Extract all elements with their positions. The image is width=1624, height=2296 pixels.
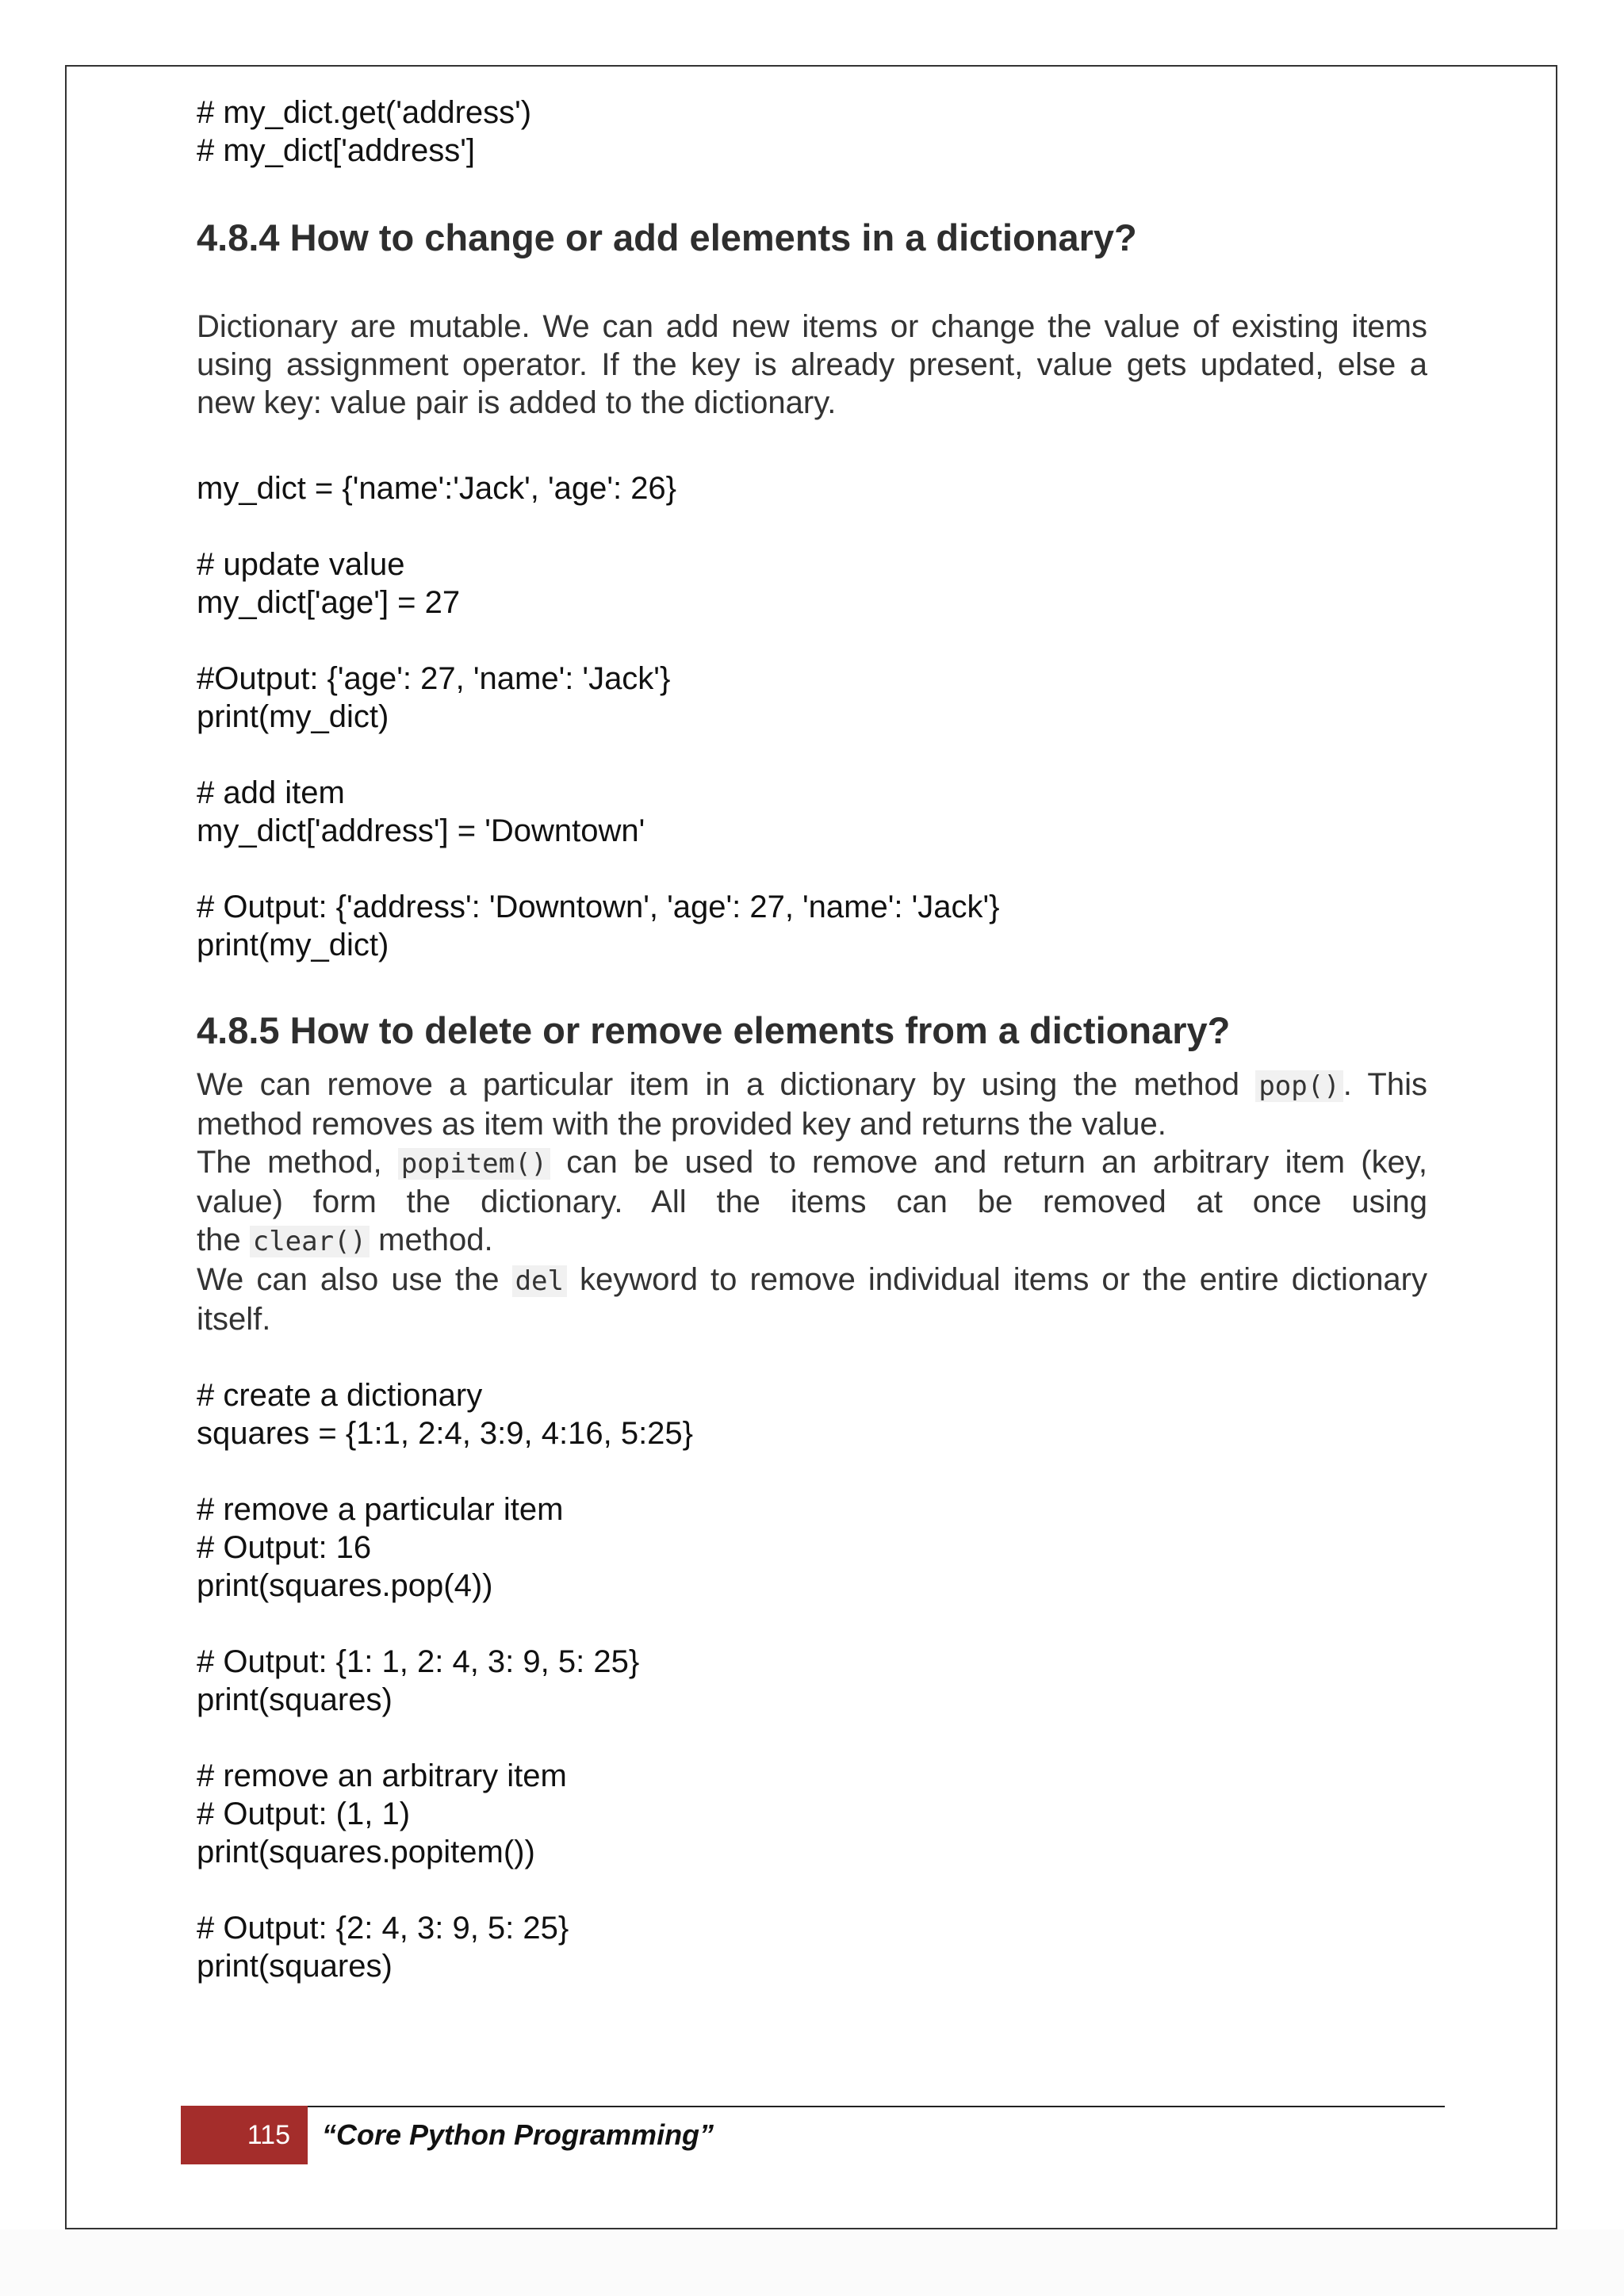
code-block: [197, 660, 1427, 736]
code-line: # update value: [197, 547, 405, 582]
code-block: [197, 469, 1427, 507]
code-block: [197, 1376, 1427, 1452]
inline-code-popitem: popitem(): [398, 1148, 550, 1180]
paragraph-line: Dictionary are mutable. We can add new items or change the value of existing items: [197, 309, 1427, 344]
code-block: [197, 888, 1427, 964]
paragraph-line: the clear() method.: [197, 1223, 493, 1257]
page-content: [197, 94, 1427, 1985]
paragraph-line: method removes as item with the provided key and returns the value.: [197, 1107, 1166, 1142]
inline-code-pop: pop(): [1255, 1070, 1342, 1102]
code-block: [197, 1643, 1427, 1719]
code-line: squares = {1:1, 2:4, 3:9, 4:16, 5:25}: [197, 1416, 694, 1451]
paragraph-line: The method, popitem() can be used to remove and return an arbitrary item (key,: [197, 1145, 1428, 1180]
code-line: #Output: {'age': 27, 'name': 'Jack'}: [197, 661, 671, 696]
code-line: # Output: (1, 1): [197, 1797, 411, 1831]
code-line: print(my_dict): [197, 699, 389, 734]
code-line: # Output: {1: 1, 2: 4, 3: 9, 5: 25}: [197, 1644, 640, 1679]
code-line: # remove an arbitrary item: [197, 1758, 567, 1793]
paragraph-mutable: [197, 308, 1427, 422]
code-block: [197, 1757, 1427, 1871]
page-number-box: [181, 2106, 308, 2164]
code-line: my_dict = {'name':'Jack', 'age': 26}: [197, 471, 677, 506]
code-line: # remove a particular item: [197, 1492, 564, 1527]
paragraph-line: using assignment operator. If the key is already present, value gets updated, else a: [197, 347, 1427, 382]
paragraph-line: We can also use the del keyword to remove individual items or the entire dictionary: [197, 1262, 1428, 1297]
paragraph-line: We can remove a particular item in a dictionary by using the method pop() . This: [197, 1067, 1427, 1102]
inline-code-del: del: [512, 1265, 567, 1297]
page-bottom-margin: [0, 2229, 1624, 2296]
code-line: # Output: {2: 4, 3: 9, 5: 25}: [197, 1911, 569, 1946]
code-block: [197, 545, 1427, 622]
code-line: print(my_dict): [197, 928, 389, 962]
code-line: my_dict['address'] = 'Downtown': [197, 813, 645, 848]
paragraph-pop: [197, 1066, 1427, 1338]
inline-code-clear: clear(): [250, 1226, 370, 1257]
paragraph-line: new key: value pair is added to the dictionary.: [197, 385, 837, 420]
code-line: # add item: [197, 775, 345, 810]
paragraph-line: value) form the dictionary. All the items can be removed at once using: [197, 1184, 1427, 1219]
book-title: “Core Python Programming”: [322, 2118, 714, 2151]
page-number: 115: [247, 2119, 290, 2150]
code-line: # Output: {'address': 'Downtown', 'age': 27, 'name': 'Jack'}: [197, 890, 1000, 924]
code-line: print(squares.pop(4)): [197, 1568, 493, 1603]
code-line: print(squares): [197, 1682, 393, 1717]
paragraph-line: itself.: [197, 1302, 271, 1337]
code-line: # Output: 16: [197, 1530, 372, 1565]
section-heading-4-8-4: 4.8.4 How to change or add elements in a dictionary?: [197, 216, 1137, 258]
code-block: [197, 774, 1427, 850]
code-line: print(squares.popitem()): [197, 1835, 535, 1869]
footer-rule: [181, 2106, 1445, 2107]
code-snippet-top: [197, 94, 1427, 170]
code-line: # my_dict.get('address'): [197, 95, 532, 130]
code-block: [197, 1909, 1427, 1985]
code-block: [197, 1490, 1427, 1605]
code-line: my_dict['age'] = 27: [197, 585, 461, 620]
code-line: # create a dictionary: [197, 1378, 483, 1413]
section-heading-4-8-5: 4.8.5 How to delete or remove elements from a dictionary?: [197, 1009, 1231, 1051]
code-line: print(squares): [197, 1949, 393, 1984]
code-line: # my_dict['address']: [197, 133, 475, 168]
